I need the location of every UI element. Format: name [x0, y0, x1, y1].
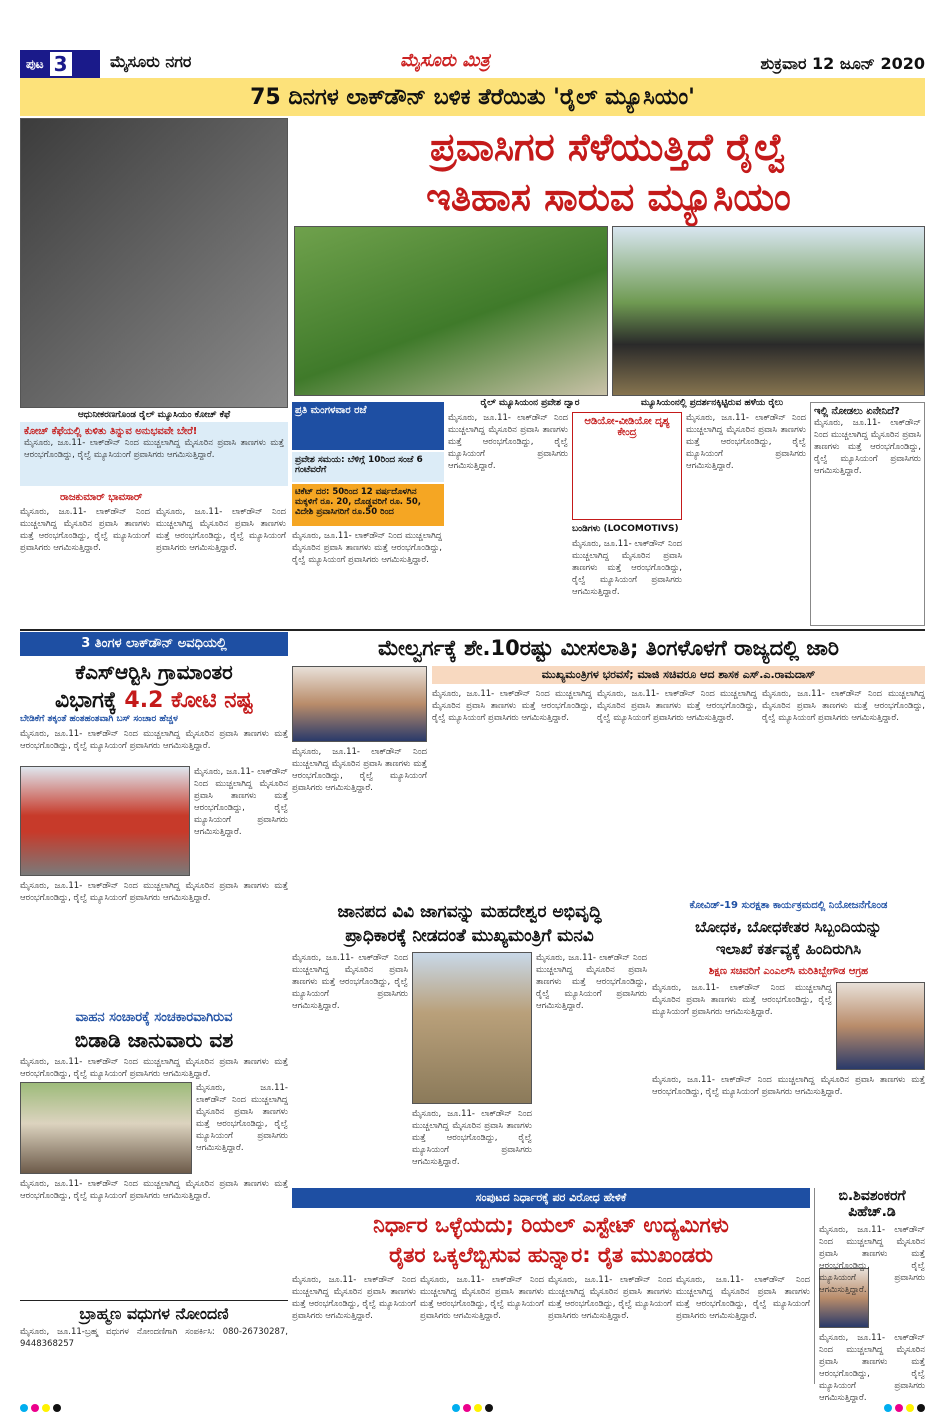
what-to-see-box	[810, 402, 925, 626]
teachers-headline	[652, 916, 925, 960]
magenta-dot	[463, 1404, 471, 1412]
ksrtc-headline-line2	[20, 688, 288, 713]
cyan-dot	[884, 1404, 892, 1412]
cattle-body-top: ಮೈಸೂರು, ಜೂ.11- ಲಾಕ್‍ಡೌನ್ ನಿಂದ ಮುಚ್ಚಲಾಗಿದ್ದ ಮೈಸೂರಿನ ಪ್ರವಾಸಿ ತಾಣಗಳು ಮತ್ತೆ ಆರಂಭಗೊಂಡಿದ್ದು, ರೈಲ್ವೆ ಮ್ಯೂಸಿಯಂಗೆ ಪ್ರವಾಸಿಗರು ಆಗಮಿಸುತ್ತಿದ್ದಾರೆ.	[20, 1057, 288, 1079]
lead-headline-line2: ಇತಿಹಾಸ ಸಾರುವ ಮ್ಯೂಸಿಯಂ	[426, 175, 791, 219]
lead-headline-line1: ಪ್ರವಾಸಿಗರ ಸೆಳೆಯುತ್ತಿದೆ ರೈಲ್ವೆ	[430, 125, 787, 169]
what-to-see-title: ಇಲ್ಲಿ ನೋಡಲು ಏನೇನಿದೆ?	[814, 406, 900, 417]
timing-box: ಪ್ರವೇಶ ಸಮಯ: ಬೆಳಿಗ್ಗೆ 10ರಿಂದ ಸಂಜೆ 6 ಗಂಟೆವರೆಗೆ	[292, 452, 444, 482]
tuesday-box	[292, 402, 444, 450]
brahmin-rule	[20, 1300, 288, 1301]
cattle-photo	[20, 1082, 192, 1174]
masthead: ಮೈಸೂರು ಮಿತ್ರ	[400, 50, 490, 71]
black-dot	[917, 1404, 925, 1412]
teachers-body-top: ಮೈಸೂರು, ಜೂ.11- ಲಾಕ್‍ಡೌನ್ ನಿಂದ ಮುಚ್ಚಲಾಗಿದ್ದ ಮೈಸೂರಿನ ಪ್ರವಾಸಿ ತಾಣಗಳು ಮತ್ತೆ ಆರಂಭಗೊಂಡಿದ್ದು, ರೈಲ್ವೆ ಮ್ಯೂಸಿಯಂಗೆ ಪ್ರವಾಸಿಗರು ಆಗಮಿಸುತ್ತಿದ್ದಾರೆ.	[652, 983, 832, 1017]
ksrtc-kicker: 3 ತಿಂಗಳ ಲಾಕ್‍ಡೌನ್ ಅವಧಿಯಲ್ಲಿ	[20, 632, 288, 656]
realestate-body-col4: ಮೈಸೂರು, ಜೂ.11- ಲಾಕ್‍ಡೌನ್ ನಿಂದ ಮುಚ್ಚಲಾಗಿದ್ದ ಮೈಸೂರಿನ ಪ್ರವಾಸಿ ತಾಣಗಳು ಮತ್ತೆ ಆರಂಭಗೊಂಡಿದ್ದು, ರೈಲ್ವೆ ಮ್ಯೂಸಿಯಂಗೆ ಪ್ರವಾಸಿಗರು ಆಗಮಿಸುತ್ತಿದ್ದಾರೆ.	[676, 1275, 810, 1321]
museum-entrance-photo	[294, 226, 608, 396]
teachers-kicker: ಕೋವಿಡ್-19 ಸುರಕ್ಷತಾ ಕಾರ್ಯಕ್ರಮದಲ್ಲಿ ನಿಯೋಜನೆಗೊಂಡ	[689, 900, 888, 911]
audio-video-title: ಆಡಿಯೋ-ವೀಡಿಯೋ ದೃಶ್ಯ ಕೇಂದ್ರ	[584, 416, 670, 438]
realestate-headline-line2: ರೈತರ ಒಕ್ಕಲೆಬ್ಬಿಸುವ ಹುನ್ನಾರ: ರೈತ ಮುಖಂಡರು	[389, 1243, 713, 1267]
ksrtc-headline-amount: 4.2 ಕೋಟಿ ನಷ್ಟ	[124, 688, 254, 713]
realestate-body-col3: ಮೈಸೂರು, ಜೂ.11- ಲಾಕ್‍ಡೌನ್ ನಿಂದ ಮುಚ್ಚಲಾಗಿದ್ದ ಮೈಸೂರಿನ ಪ್ರವಾಸಿ ತಾಣಗಳು ಮತ್ತೆ ಆರಂಭಗೊಂಡಿದ್ದು, ರೈಲ್ವೆ ಮ್ಯೂಸಿಯಂಗೆ ಪ್ರವಾಸಿಗರು ಆಗಮಿಸುತ್ತಿದ್ದಾರೆ.	[548, 1275, 672, 1321]
teachers-body-bottom: ಮೈಸೂರು, ಜೂ.11- ಲಾಕ್‍ಡೌನ್ ನಿಂದ ಮುಚ್ಚಲಾಗಿದ್ದ ಮೈಸೂರಿನ ಪ್ರವಾಸಿ ತಾಣಗಳು ಮತ್ತೆ ಆರಂಭಗೊಂಡಿದ್ದು, ರೈಲ್ವೆ ಮ್ಯೂಸಿಯಂಗೆ ಪ್ರವಾಸಿಗರು ಆಗಮಿಸುತ್ತಿದ್ದಾರೆ.	[652, 1075, 925, 1097]
quota-subhead: ಮುಖ್ಯಮಂತ್ರಿಗಳ ಭರವಸೆ; ಮಾಜಿ ಸಚಿವರೂ ಆದ ಶಾಸಕ ಎಸ್.ಎ.ರಾಮದಾಸ್	[432, 666, 925, 684]
section-name: ಮೈಸೂರು ನಗರ	[110, 52, 192, 71]
realestate-headline	[292, 1210, 810, 1270]
black-dot	[53, 1404, 61, 1412]
yellow-dot	[906, 1404, 914, 1412]
lead-body-col3: ಮೈಸೂರು, ಜೂ.11- ಲಾಕ್‍ಡೌನ್ ನಿಂದ ಮುಚ್ಚಲಾಗಿದ್ದ ಮೈಸೂರಿನ ಪ್ರವಾಸಿ ತಾಣಗಳು ಮತ್ತೆ ಆರಂಭಗೊಂಡಿದ್ದು, ರೈಲ್ವೆ ಮ್ಯೂಸಿಯಂಗೆ ಪ್ರವಾಸಿಗರು ಆಗಮಿಸುತ್ತಿದ್ದಾರೆ.	[292, 531, 442, 565]
ksrtc-body-top: ಮೈಸೂರು, ಜೂ.11- ಲಾಕ್‍ಡೌನ್ ನಿಂದ ಮುಚ್ಚಲಾಗಿದ್ದ ಮೈಸೂರಿನ ಪ್ರವಾಸಿ ತಾಣಗಳು ಮತ್ತೆ ಆರಂಭಗೊಂಡಿದ್ದು, ರೈಲ್ವೆ ಮ್ಯೂಸಿಯಂಗೆ ಪ್ರವಾಸಿಗರು ಆಗಮಿಸುತ್ತಿದ್ದಾರೆ.	[20, 729, 288, 751]
page-number: 3	[50, 52, 72, 76]
brahmin-headline: ಬ್ರಾಹ್ಮಣ ವಧುಗಳ ನೋಂದಣಿ	[79, 1304, 229, 1323]
teachers-headline-line2: ಇಲಾಖೆ ಕರ್ತವ್ಯಕ್ಕೆ ಹಿಂದಿರುಗಿಸಿ	[715, 940, 862, 958]
phd-story	[814, 1188, 925, 1403]
university-body-col3: ಮೈಸೂರು, ಜೂ.11- ಲಾಕ್‍ಡೌನ್ ನಿಂದ ಮುಚ್ಚಲಾಗಿದ್ದ ಮೈಸೂರಿನ ಪ್ರವಾಸಿ ತಾಣಗಳು ಮತ್ತೆ ಆರಂಭಗೊಂಡಿದ್ದು, ರೈಲ್ವೆ ಮ್ಯೂಸಿಯಂಗೆ ಪ್ರವಾಸಿಗರು ಆಗಮಿಸುತ್ತಿದ್ದಾರೆ.	[536, 953, 647, 1011]
university-body-col1: ಮೈಸೂರು, ಜೂ.11- ಲಾಕ್‍ಡೌನ್ ನಿಂದ ಮುಚ್ಚಲಾಗಿದ್ದ ಮೈಸೂರಿನ ಪ್ರವಾಸಿ ತಾಣಗಳು ಮತ್ತೆ ಆರಂಭಗೊಂಡಿದ್ದು, ರೈಲ್ವೆ ಮ್ಯೂಸಿಯಂಗೆ ಪ್ರವಾಸಿಗರು ಆಗಮಿಸುತ್ತಿದ್ದಾರೆ.	[292, 953, 408, 1011]
lead-body-col2: ಮೈಸೂರು, ಜೂ.11- ಲಾಕ್‍ಡೌನ್ ನಿಂದ ಮುಚ್ಚಲಾಗಿದ್ದ ಮೈಸೂರಿನ ಪ್ರವಾಸಿ ತಾಣಗಳು ಮತ್ತೆ ಆರಂಭಗೊಂಡಿದ್ದು, ರೈಲ್ವೆ ಮ್ಯೂಸಿಯಂಗೆ ಪ್ರವಾಸಿಗರು ಆಗಮಿಸುತ್ತಿದ್ದಾರೆ.	[156, 507, 286, 553]
ramadas-photo	[292, 666, 427, 742]
cattle-headline: ಬಿಡಾಡಿ ಜಾನುವಾರು ವಶ	[74, 1028, 234, 1052]
university-headline-line2: ಪ್ರಾಧಿಕಾರಕ್ಕೆ ನೀಡದಂತೆ ಮುಖ್ಯಮಂತ್ರಿಗೆ ಮನವಿ	[345, 926, 594, 946]
teachers-subhead: ಶಿಕ್ಷಣ ಸಚಿವರಿಗೆ ಎಂಎಲ್‍ಸಿ ಮರಿತಿಬ್ಬೇಗೌಡ ಆಗ್ರಹ	[708, 966, 869, 977]
yellow-dot	[42, 1404, 50, 1412]
ksrtc-subhead: ಬೇಡಿಕೆಗೆ ತಕ್ಕಂತೆ ಹಂತಹಂತವಾಗಿ ಬಸ್ ಸಂಚಾರ ಹೆಚ್ಚಳ	[20, 714, 178, 724]
audio-video-box	[572, 412, 682, 520]
lead-byline: ರಾಜಕುಮಾರ್ ಭಾವಸಾರ್	[60, 492, 143, 503]
color-dots-center	[452, 1404, 493, 1416]
page-label: ಪುಟ	[26, 56, 44, 71]
university-headline	[292, 900, 647, 948]
coach-cafe-photo	[20, 118, 288, 408]
quota-headline: ಮೇಲ್ವರ್ಗಕ್ಕೆ ಶೇ.10ರಷ್ಟು ಮೀಸಲಾತಿ; ತಿಂಗಳೊಳಗೆ ರಾಜ್ಯದಲ್ಲಿ ಜಾರಿ	[378, 636, 839, 660]
color-dots-left	[20, 1404, 61, 1416]
cattle-kicker: ವಾಹನ ಸಂಚಾರಕ್ಕೆ ಸಂಚಕಾರವಾಗಿರುವ	[75, 1010, 233, 1025]
cafe-box-text: ಮೈಸೂರು, ಜೂ.11- ಲಾಕ್‍ಡೌನ್ ನಿಂದ ಮುಚ್ಚಲಾಗಿದ್ದ ಮೈಸೂರಿನ ಪ್ರವಾಸಿ ತಾಣಗಳು ಮತ್ತೆ ಆರಂಭಗೊಂಡಿದ್ದು, ರೈಲ್ವೆ ಮ್ಯೂಸಿಯಂಗೆ ಪ್ರವಾಸಿಗರು ಆಗಮಿಸುತ್ತಿದ್ದಾರೆ.	[24, 438, 284, 460]
cattle-body-side: ಮೈಸೂರು, ಜೂ.11- ಲಾಕ್‍ಡೌನ್ ನಿಂದ ಮುಚ್ಚಲಾಗಿದ್ದ ಮೈಸೂರಿನ ಪ್ರವಾಸಿ ತಾಣಗಳು ಮತ್ತೆ ಆರಂಭಗೊಂಡಿದ್ದು, ರೈಲ್ವೆ ಮ್ಯೂಸಿಯಂಗೆ ಪ್ರವಾಸಿಗರು ಆಗಮಿಸುತ್ತಿದ್ದಾರೆ.	[196, 1083, 288, 1153]
lead-kicker: 75 ದಿನಗಳ ಲಾಕ್‍ಡೌನ್ ಬಳಿಕ ತೆರೆಯಿತು 'ರೈಲ್ ಮ್ಯೂಸಿಯಂ'	[20, 78, 925, 116]
ksrtc-headline-prefix: ವಿಭಾಗಕ್ಕೆ	[54, 688, 117, 713]
cafe-box-title: ಕೋಚ್ ಕೆಫೆಯಲ್ಲಿ ಕುಳಿತು ತಿನ್ನುವ ಅನುಭವವೇ ಬೇರೆ!	[24, 426, 198, 437]
realestate-body-col2: ಮೈಸೂರು, ಜೂ.11- ಲಾಕ್‍ಡೌನ್ ನಿಂದ ಮುಚ್ಚಲಾಗಿದ್ದ ಮೈಸೂರಿನ ಪ್ರವಾಸಿ ತಾಣಗಳು ಮತ್ತೆ ಆರಂಭಗೊಂಡಿದ್ದು, ರೈಲ್ವೆ ಮ್ಯೂಸಿಯಂಗೆ ಪ್ರವಾಸಿಗರು ಆಗಮಿಸುತ್ತಿದ್ದಾರೆ.	[420, 1275, 544, 1321]
ksrtc-body-bottom: ಮೈಸೂರು, ಜೂ.11- ಲಾಕ್‍ಡೌನ್ ನಿಂದ ಮುಚ್ಚಲಾಗಿದ್ದ ಮೈಸೂರಿನ ಪ್ರವಾಸಿ ತಾಣಗಳು ಮತ್ತೆ ಆರಂಭಗೊಂಡಿದ್ದು, ರೈಲ್ವೆ ಮ್ಯೂಸಿಯಂಗೆ ಪ್ರವಾಸಿಗರು ಆಗಮಿಸುತ್ತಿದ್ದಾರೆ.	[20, 881, 288, 903]
brahmin-contact: ಮೈಸೂರು, ಜೂ.11-ಬ್ರಹ್ಮ ವಧುಗಳ ನೋಂದಣಿಗಾಗಿ ಸಂಪರ್ಕಿಸಿ: 080-26730287, 9448368257	[20, 1327, 288, 1349]
old-train-caption: ಮ್ಯೂಸಿಯಂನಲ್ಲಿ ಪ್ರದರ್ಶನಕ್ಕಿಟ್ಟಿರುವ ಹಳೆಯ ರೈಲು	[640, 398, 784, 408]
page-number-box	[20, 50, 100, 78]
yellow-dot	[474, 1404, 482, 1412]
issue-date: ಶುಕ್ರವಾರ 12 ಜೂನ್ 2020	[760, 54, 925, 73]
color-dots-right	[884, 1404, 925, 1416]
coach-cafe-caption: ಆಧುನೀಕರಣಗೊಂಡ ರೈಲ್ ಮ್ಯೂಸಿಯಂ ಕೋಚ್ ಕೆಫೆ	[77, 410, 231, 420]
university-body-col2: ಮೈಸೂರು, ಜೂ.11- ಲಾಕ್‍ಡೌನ್ ನಿಂದ ಮುಚ್ಚಲಾಗಿದ್ದ ಮೈಸೂರಿನ ಪ್ರವಾಸಿ ತಾಣಗಳು ಮತ್ತೆ ಆರಂಭಗೊಂಡಿದ್ದು, ರೈಲ್ವೆ ಮ್ಯೂಸಿಯಂಗೆ ಪ್ರವಾಸಿಗರು ಆಗಮಿಸುತ್ತಿದ್ದಾರೆ.	[412, 1109, 532, 1167]
cattle-body-bottom: ಮೈಸೂರು, ಜೂ.11- ಲಾಕ್‍ಡೌನ್ ನಿಂದ ಮುಚ್ಚಲಾಗಿದ್ದ ಮೈಸೂರಿನ ಪ್ರವಾಸಿ ತಾಣಗಳು ಮತ್ತೆ ಆರಂಭಗೊಂಡಿದ್ದು, ರೈಲ್ವೆ ಮ್ಯೂಸಿಯಂಗೆ ಪ್ರವಾಸಿಗರು ಆಗಮಿಸುತ್ತಿದ್ದಾರೆ.	[20, 1179, 288, 1201]
quota-body-col4: ಮೈಸೂರು, ಜೂ.11- ಲಾಕ್‍ಡೌನ್ ನಿಂದ ಮುಚ್ಚಲಾಗಿದ್ದ ಮೈಸೂರಿನ ಪ್ರವಾಸಿ ತಾಣಗಳು ಮತ್ತೆ ಆರಂಭಗೊಂಡಿದ್ದು, ರೈಲ್ವೆ ಮ್ಯೂಸಿಯಂಗೆ ಪ್ರವಾಸಿಗರು ಆಗಮಿಸುತ್ತಿದ್ದಾರೆ.	[762, 689, 925, 723]
lead-body-col4: ಮೈಸೂರು, ಜೂ.11- ಲಾಕ್‍ಡೌನ್ ನಿಂದ ಮುಚ್ಚಲಾಗಿದ್ದ ಮೈಸೂರಿನ ಪ್ರವಾಸಿ ತಾಣಗಳು ಮತ್ತೆ ಆರಂಭಗೊಂಡಿದ್ದು, ರೈಲ್ವೆ ಮ್ಯೂಸಿಯಂಗೆ ಪ್ರವಾಸಿಗರು ಆಗಮಿಸುತ್ತಿದ್ದಾರೆ.	[448, 413, 568, 471]
ksrtc-bus-photo	[20, 766, 190, 876]
cafe-box	[20, 422, 288, 486]
realestate-kicker: ಸಂಪುಟದ ನಿರ್ಧಾರಕ್ಕೆ ಪರ ವಿರೋಧ ಹೇಳಿಕೆ	[292, 1188, 810, 1208]
lead-body-col1: ಮೈಸೂರು, ಜೂ.11- ಲಾಕ್‍ಡೌನ್ ನಿಂದ ಮುಚ್ಚಲಾಗಿದ್ದ ಮೈಸೂರಿನ ಪ್ರವಾಸಿ ತಾಣಗಳು ಮತ್ತೆ ಆರಂಭಗೊಂಡಿದ್ದು, ರೈಲ್ವೆ ಮ್ಯೂಸಿಯಂಗೆ ಪ್ರವಾಸಿಗರು ಆಗಮಿಸುತ್ತಿದ್ದಾರೆ.	[20, 507, 150, 553]
realestate-body-col1: ಮೈಸೂರು, ಜೂ.11- ಲಾಕ್‍ಡೌನ್ ನಿಂದ ಮುಚ್ಚಲಾಗಿದ್ದ ಮೈಸೂರಿನ ಪ್ರವಾಸಿ ತಾಣಗಳು ಮತ್ತೆ ಆರಂಭಗೊಂಡಿದ್ದು, ರೈಲ್ವೆ ಮ್ಯೂಸಿಯಂಗೆ ಪ್ರವಾಸಿಗರು ಆಗಮಿಸುತ್ತಿದ್ದಾರೆ.	[292, 1275, 416, 1321]
phd-headline-line1: ಬಿ.ಶಿವಶಂಕರಗೆ	[838, 1188, 906, 1204]
phd-body-bottom: ಮೈಸೂರು, ಜೂ.11- ಲಾಕ್‍ಡೌನ್ ನಿಂದ ಮುಚ್ಚಲಾಗಿದ್ದ ಮೈಸೂರಿನ ಪ್ರವಾಸಿ ತಾಣಗಳು ಮತ್ತೆ ಆರಂಭಗೊಂಡಿದ್ದು, ರೈಲ್ವೆ ಮ್ಯೂಸಿಯಂಗೆ ಪ್ರವಾಸಿಗರು ಆಗಮಿಸುತ್ತಿದ್ದಾರೆ.	[819, 1333, 925, 1403]
quota-body-col1: ಮೈಸೂರು, ಜೂ.11- ಲಾಕ್‍ಡೌನ್ ನಿಂದ ಮುಚ್ಚಲಾಗಿದ್ದ ಮೈಸೂರಿನ ಪ್ರವಾಸಿ ತಾಣಗಳು ಮತ್ತೆ ಆರಂಭಗೊಂಡಿದ್ದು, ರೈಲ್ವೆ ಮ್ಯೂಸಿಯಂಗೆ ಪ್ರವಾಸಿಗರು ಆಗಮಿಸುತ್ತಿದ್ದಾರೆ.	[292, 747, 427, 793]
lead-headline	[292, 122, 925, 222]
phd-body-top: ಮೈಸೂರು, ಜೂ.11- ಲಾಕ್‍ಡೌನ್ ನಿಂದ ಮುಚ್ಚಲಾಗಿದ್ದ ಮೈಸೂರಿನ ಪ್ರವಾಸಿ ತಾಣಗಳು ಮತ್ತೆ ಆರಂಭಗೊಂಡಿದ್ದು, ರೈಲ್ವೆ ಮ್ಯೂಸಿಯಂಗೆ ಪ್ರವಾಸಿಗರು ಆಗಮಿಸುತ್ತಿದ್ದಾರೆ.	[819, 1225, 925, 1295]
phd-headline-line2: ಪಿಹೆಚ್.ಡಿ	[848, 1204, 896, 1220]
page-header	[20, 50, 925, 78]
maritibbegowda-photo	[836, 982, 925, 1070]
cyan-dot	[452, 1404, 460, 1412]
lead-body-col6: ಮೈಸೂರು, ಜೂ.11- ಲಾಕ್‍ಡೌನ್ ನಿಂದ ಮುಚ್ಚಲಾಗಿದ್ದ ಮೈಸೂರಿನ ಪ್ರವಾಸಿ ತಾಣಗಳು ಮತ್ತೆ ಆರಂಭಗೊಂಡಿದ್ದು, ರೈಲ್ವೆ ಮ್ಯೂಸಿಯಂಗೆ ಪ್ರವಾಸಿಗರು ಆಗಮಿಸುತ್ತಿದ್ದಾರೆ.	[686, 413, 806, 471]
realestate-headline-line1: ನಿರ್ಧಾರ ಒಳ್ಳೆಯದು; ರಿಯಲ್ ಎಸ್ಟೇಟ್ ಉದ್ಯಮಿಗಳು	[373, 1213, 729, 1237]
quota-body-col3: ಮೈಸೂರು, ಜೂ.11- ಲಾಕ್‍ಡೌನ್ ನಿಂದ ಮುಚ್ಚಲಾಗಿದ್ದ ಮೈಸೂರಿನ ಪ್ರವಾಸಿ ತಾಣಗಳು ಮತ್ತೆ ಆರಂಭಗೊಂಡಿದ್ದು, ರೈಲ್ವೆ ಮ್ಯೂಸಿಯಂಗೆ ಪ್ರವಾಸಿಗರು ಆಗಮಿಸುತ್ತಿದ್ದಾರೆ.	[597, 689, 757, 723]
section-divider	[20, 629, 925, 631]
old-train-photo	[612, 226, 925, 396]
magenta-dot	[31, 1404, 39, 1412]
cyan-dot	[20, 1404, 28, 1412]
print-registration-marks	[20, 1404, 925, 1416]
tuesday-box-title: ಪ್ರತಿ ಮಂಗಳವಾರ ರಜೆ	[295, 405, 367, 416]
magenta-dot	[895, 1404, 903, 1412]
locomotive-subhead: ಬಂಡಿಗಳು (LOCOMOTIVS)	[572, 524, 679, 534]
quota-body-col2: ಮೈಸೂರು, ಜೂ.11- ಲಾಕ್‍ಡೌನ್ ನಿಂದ ಮುಚ್ಚಲಾಗಿದ್ದ ಮೈಸೂರಿನ ಪ್ರವಾಸಿ ತಾಣಗಳು ಮತ್ತೆ ಆರಂಭಗೊಂಡಿದ್ದು, ರೈಲ್ವೆ ಮ್ಯೂಸಿಯಂಗೆ ಪ್ರವಾಸಿಗರು ಆಗಮಿಸುತ್ತಿದ್ದಾರೆ.	[432, 689, 592, 723]
university-headline-line1: ಜಾನಪದ ವಿವಿ ಜಾಗವನ್ನು ಮಹದೇಶ್ವರ ಅಭಿವೃದ್ಧಿ	[337, 902, 602, 922]
ksrtc-body-side: ಮೈಸೂರು, ಜೂ.11- ಲಾಕ್‍ಡೌನ್ ನಿಂದ ಮುಚ್ಚಲಾಗಿದ್ದ ಮೈಸೂರಿನ ಪ್ರವಾಸಿ ತಾಣಗಳು ಮತ್ತೆ ಆರಂಭಗೊಂಡಿದ್ದು, ರೈಲ್ವೆ ಮ್ಯೂಸಿಯಂಗೆ ಪ್ರವಾಸಿಗರು ಆಗಮಿಸುತ್ತಿದ್ದಾರೆ.	[194, 767, 288, 837]
black-dot	[485, 1404, 493, 1412]
teachers-headline-line1: ಬೋಧಕ, ಬೋಧಕೇತರ ಸಿಬ್ಬಂದಿಯನ್ನು	[695, 918, 882, 936]
ksrtc-headline-line1: ಕೆಎಸ್‍ಆರ್‍ಟಿಸಿ ಗ್ರಾಮಾಂತರ	[75, 660, 233, 684]
ticket-box: ಟಿಕೆಟ್ ದರ: 50ರಿಂದ 12 ವರ್ಷದೊಳಗಿನ ಮಕ್ಕಳಿಗೆ ರೂ. 20, ದೊಡ್ಡವರಿಗೆ ರೂ. 50, ವಿದೇಶಿ ಪ್ರವಾಸಿಗರಿಗೆ ರೂ.50 ರಿಂದ	[292, 484, 444, 526]
what-to-see-text: ಮೈಸೂರು, ಜೂ.11- ಲಾಕ್‍ಡೌನ್ ನಿಂದ ಮುಚ್ಚಲಾಗಿದ್ದ ಮೈಸೂರಿನ ಪ್ರವಾಸಿ ತಾಣಗಳು ಮತ್ತೆ ಆರಂಭಗೊಂಡಿದ್ದು, ರೈಲ್ವೆ ಮ್ಯೂಸಿಯಂಗೆ ಪ್ರವಾಸಿಗರು ಆಗಮಿಸುತ್ತಿದ್ದಾರೆ.	[814, 418, 921, 476]
museum-entrance-caption: ರೈಲ್ ಮ್ಯೂಸಿಯಂನ ಪ್ರವೇಶ ದ್ವಾರ	[480, 398, 580, 408]
temple-photo	[412, 952, 532, 1104]
lead-body-col5: ಮೈಸೂರು, ಜೂ.11- ಲಾಕ್‍ಡೌನ್ ನಿಂದ ಮುಚ್ಚಲಾಗಿದ್ದ ಮೈಸೂರಿನ ಪ್ರವಾಸಿ ತಾಣಗಳು ಮತ್ತೆ ಆರಂಭಗೊಂಡಿದ್ದು, ರೈಲ್ವೆ ಮ್ಯೂಸಿಯಂಗೆ ಪ್ರವಾಸಿಗರು ಆಗಮಿಸುತ್ತಿದ್ದಾರೆ.	[572, 539, 682, 597]
